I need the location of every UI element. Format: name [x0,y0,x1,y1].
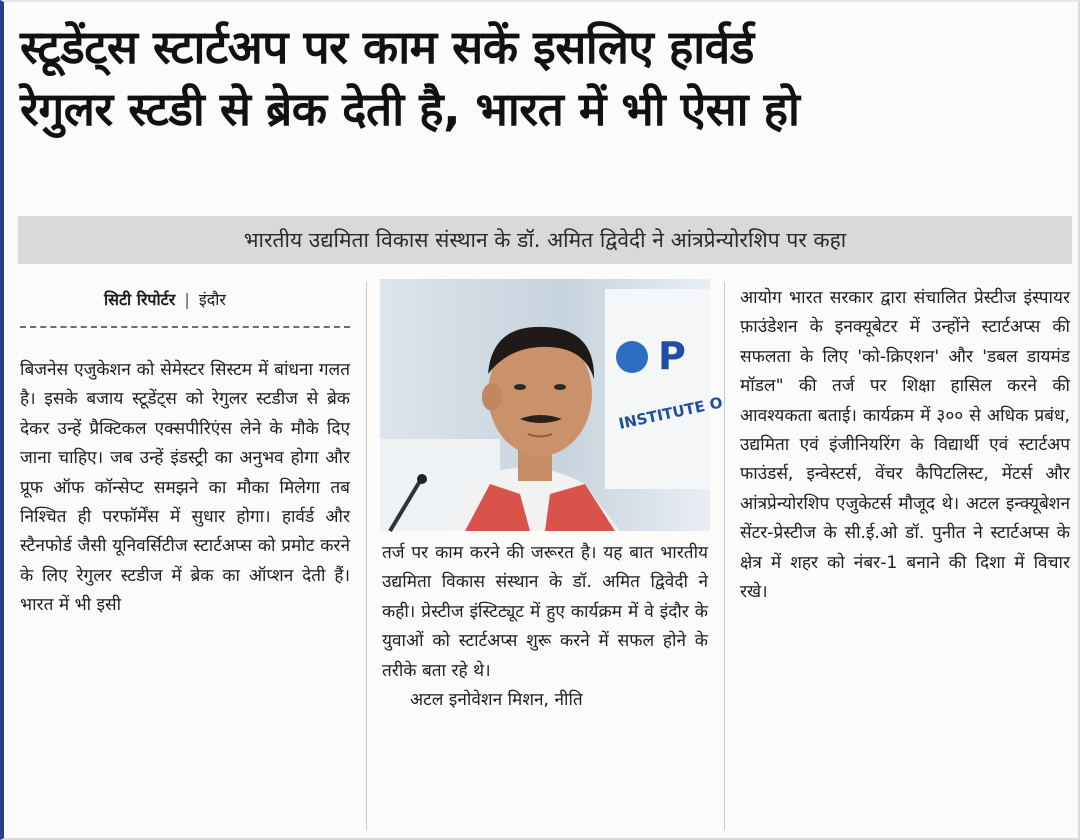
banner-text: INSTITUTE O [617,393,725,433]
byline-reporter: सिटी रिपोर्टर [104,290,176,309]
banner-letter: P [658,334,686,378]
byline-divider [20,326,350,328]
column-3-text: आयोग भारत सरकार द्वारा संचालित प्रेस्टीज इंस्पायर फ़ाउंडेशन के इनक्यूबेटर में उन्होंने स्टार्टअप्स की सफलता के लिए 'को-क्रिएशन' और 'डबल डायमंड मॉडल" की तर्ज पर शिक्षा हासिल करने की आवश्यकता बताई। कार्यक्रम में ३०० से अधिक प्रबंध, उद्यमिता एवं इंजीनियरिंग के विद्यार्थी एवं स्टार्टअप फाउंडर्स, इन्वेस्टर्स, वेंचर कैपिटलिस्ट, मेंटर्स और आंत्रप्रेन्योरशिप एजुकेटर्स मौजूद थे। अटल इन्क्यूबेशन सेंटर-प्रेस्टीज के सी.ई.ओ डॉ. पुनीत ने स्टार्टअप्स के क्षेत्र में शहर को नंबर-1 बनाने की दिशा में विचार रखे। [740,288,1070,603]
headline-line-1: स्टूडेंट्स स्टार्टअप पर काम सकें इसलिए हार्वर्ड [20,20,754,74]
byline [104,288,226,310]
speaker-photo-illustration [380,279,725,531]
column-divider-1 [366,282,367,830]
institute-banner [605,289,710,489]
article-column-2 [382,539,708,715]
subheadline: भारतीय उद्यमिता विकास संस्थान के डॉ. अमित द्विवेदी ने आंत्रप्रेन्योरशिप पर कहा [18,216,1072,264]
article-column-1 [20,356,350,621]
column-1-text: बिजनेस एजुकेशन को सेमेस्टर सिस्टम में बांधना गलत है। इसके बजाय स्टूडेंट्स को रेगुलर स्टडीज से ब्रेक देकर उन्हें प्रैक्टिकल एक्सपीरिएंस लेने के मौके दिए जाना चाहिए। जब उन्हें इंडस्ट्री का अनुभव होगा और प्रूफ ऑफ कॉन्सेप्ट समझने का मौका मिलेगा तब निश्चित ही परफॉर्मेंस में सुधार होगा। हार्वर्ड और स्टैनफोर्ड जैसी यूनिवर्सिटीज स्टार्टअप्स को प्रमोट करने के लिए रेगुलर स्टडीज में ब्रेक का ऑप्शन देती हैं। भारत में भी इसी [20,360,350,616]
banner-logo-icon [616,341,648,373]
headline-line-2: रेगुलर स्टडी से ब्रेक देती है, भारत में भी ऐसा हो [20,82,800,136]
byline-city: इंदौर [198,290,226,309]
column-2-paragraph-2: अटल इनोवेशन मिशन, नीति [410,690,583,711]
column-2-paragraph-1: तर्ज पर काम करने की जरूरत है। यह बात भारतीय उद्यमिता विकास संस्थान के डॉ. अमित द्विवेदी ने कही। प्रेस्टीज इंस्टिट्यूट में हुए कार्यक्रम में वे इंदौर के युवाओं को स्टार्टअप्स शुरू करने में सफल होने के तरीके बता रहे थे। [382,543,708,681]
headline [20,16,1072,140]
speaker-photo [380,279,725,531]
article-column-3 [740,284,1070,607]
column-divider-2 [724,282,725,830]
byline-separator: | [184,290,190,309]
